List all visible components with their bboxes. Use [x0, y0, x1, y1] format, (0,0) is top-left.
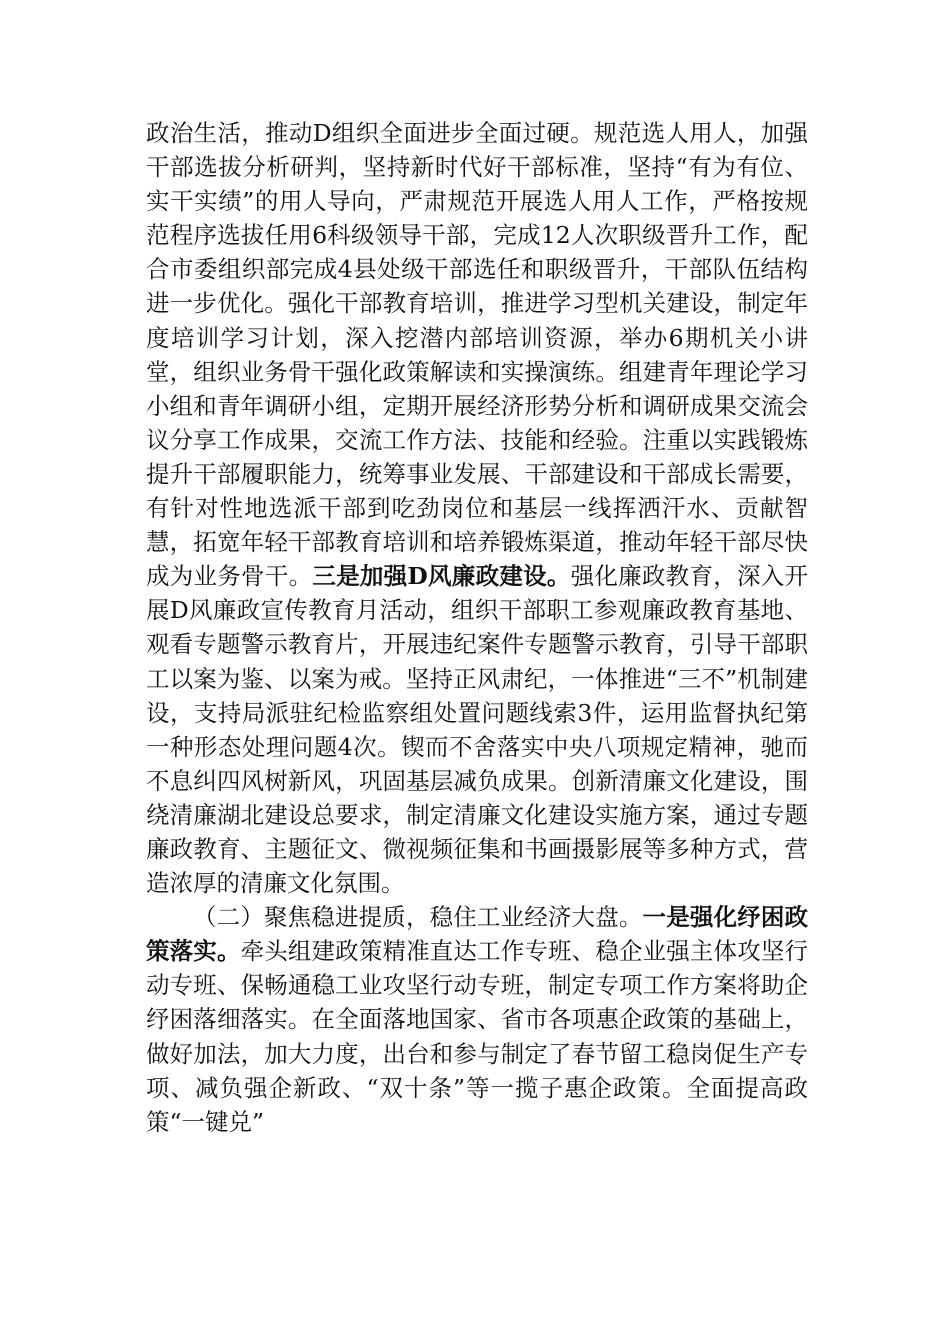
- paragraph-2-run-3: 牵头组建政策精准直达工作专班、稳企业强主体攻坚行动专班、保畅通稳工业攻坚行动专班，制定专项工作方案将助企纾困落细落实。在全面落地国家、省市各项惠企政策的基础上，做好加法，加大力度，出台和参与制定了春节留工稳岗促生产专项、减负强企新政、“双十条”等一揽子惠企政策。全面提高政策“一键兑”: [146, 937, 809, 1136]
- paragraph-1-run-3: 强化廉政教育，深入开展D风廉政宣传教育月活动，组织干部职工参观廉政教育基地、观看专题警示教育片，开展违纪案件专题警示教育，引导干部职工以案为鉴、以案为戒。坚持正风肃纪，一体推进“三不”机制建设，支持局派驻纪检监察组处置问题线索3件，运用监督执纪第一种形态处理问题4次。锲而不舍落实中央八项规定精神，驰而不息纠四风树新风，巩固基层减负成果。创新清廉文化建设，围绕清廉湖北建设总要求，制定清廉文化建设实施方案，通过专题廉政教育、主题征文、微视频征集和书画摄影展等多种方式，营造浓厚的清廉文化氛围。: [146, 562, 808, 898]
- paragraph-2: [146, 900, 808, 1139]
- paragraph-1-run-1: 政治生活，推动D组织全面进步全面过硬。规范选人用人，加强干部选拔分析研判，坚持新时代好干部标准，坚持“有为有位、实干实绩”的用人导向，严肃规范开展选人用人工作，严格按规范程序选拔任用6科级领导干部，完成12人次职级晋升工作，配合市委组织部完成4县处级干部选任和职级晋升，干部队伍结构进一步优化。强化干部教育培训，推进学习型机关建设，制定年度培训学习计划，深入挖潜内部培训资源，举办6期机关小讲堂，组织业务骨干强化政策解读和实操演练。组建青年理论学习小组和青年调研小组，定期开展经济形势分析和调研成果交流会议分享工作成果，交流工作方法、技能和经验。注重以实践锻炼提升干部履职能力，统筹事业发展、干部建设和干部成长需要，有针对性地选派干部到吃劲岗位和基层一线挥洒汗水、贡献智慧，拓宽年轻干部教育培训和培养锻炼渠道，推动年轻干部尽快成为业务骨干。: [146, 119, 808, 591]
- paragraph-2-run-1: （二）聚焦稳进提质，稳住工业经济大盘。: [193, 903, 643, 932]
- document-body: [146, 116, 808, 1139]
- paragraph-2-run-2-bold: 一是强化纾困政策落实。: [146, 903, 809, 966]
- paragraph-1: [146, 116, 808, 900]
- paragraph-1-run-2-bold: 三是加强D风廉政建设。: [312, 562, 571, 591]
